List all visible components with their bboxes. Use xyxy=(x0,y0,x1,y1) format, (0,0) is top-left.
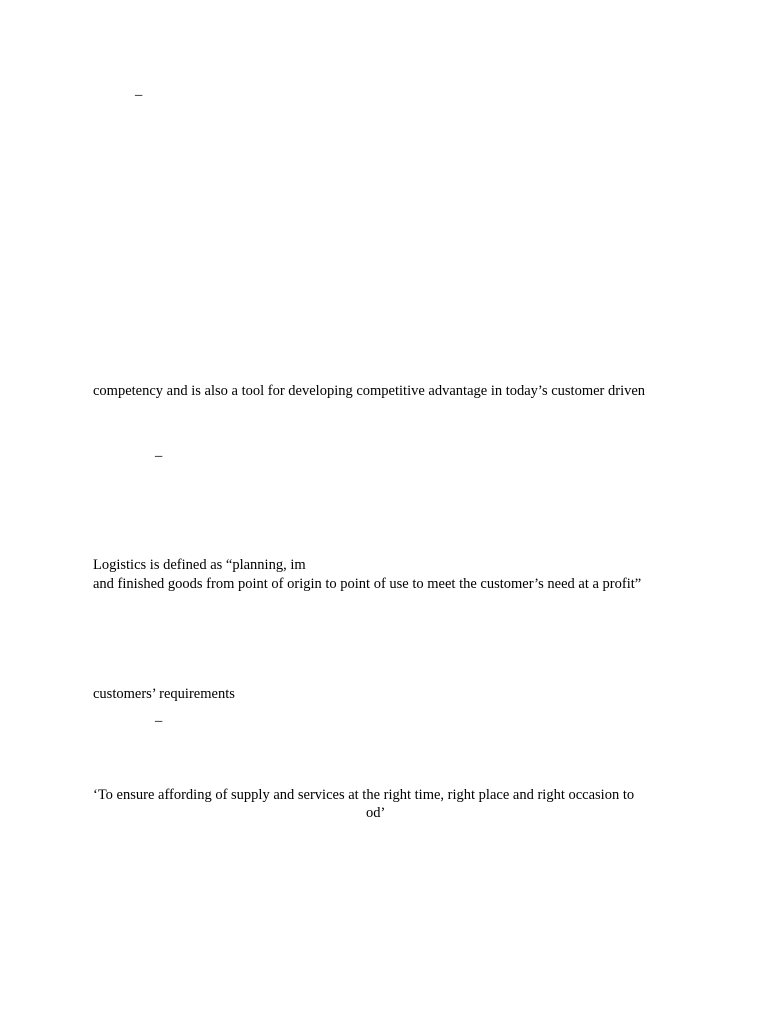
dash-mark: – xyxy=(155,448,163,464)
text-line: customers’ requirements xyxy=(93,686,235,702)
text-line: competency and is also a tool for developing competitive advantage in today’s customer driven xyxy=(93,383,646,399)
text-line: and finished goods from point of origin to point of use to meet the customer’s need at a profit” xyxy=(93,576,642,592)
dash-mark: – xyxy=(135,87,143,103)
dash-mark: – xyxy=(155,713,163,729)
text-line: od’ xyxy=(366,805,386,821)
text-line: ‘To ensure affording of supply and services at the right time, right place and right occasion to xyxy=(93,787,635,803)
text-line: Logistics is defined as “planning, im xyxy=(93,557,306,573)
